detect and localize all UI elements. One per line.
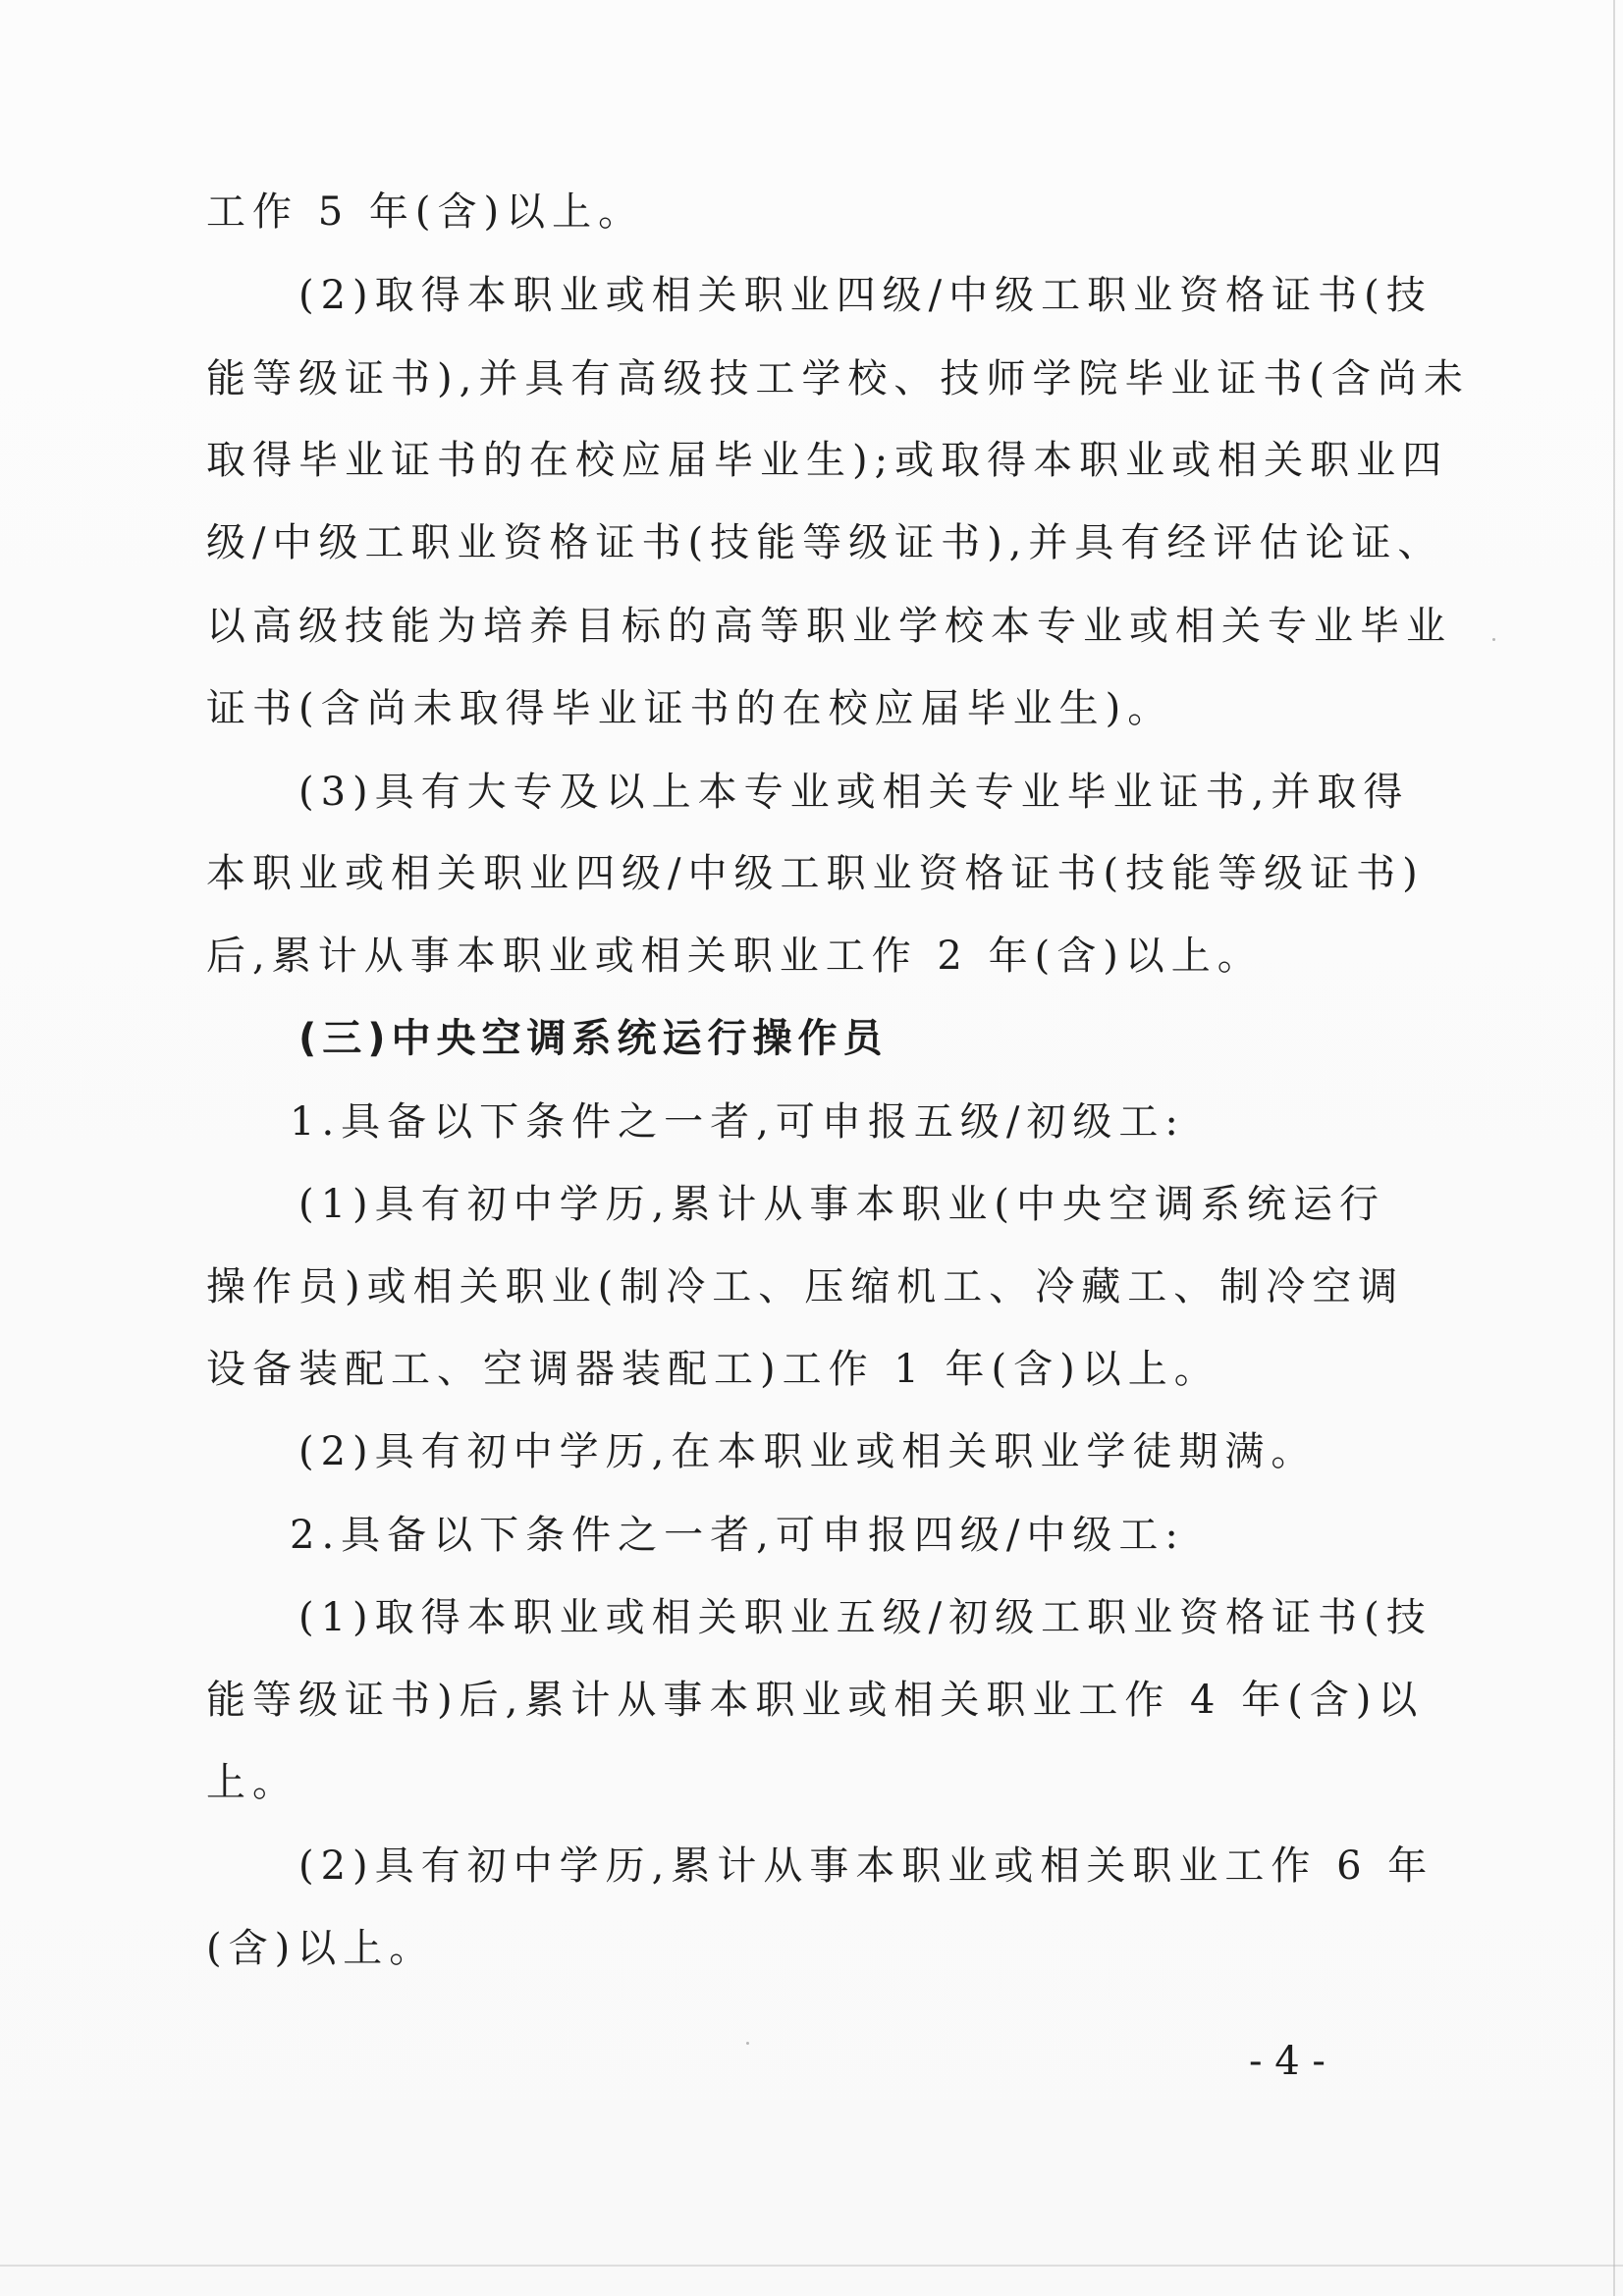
scan-speck [746,2042,749,2045]
text-line-14: 操作员)或相关职业(制冷工、压缩机工、冷藏工、制冷空调 [206,1264,1405,1309]
text-line-4: 取得毕业证书的在校应届毕业生);或取得本职业或相关职业四 [206,438,1449,483]
text-line-12: 1.具备以下条件之一者,可申报五级/初级工: [290,1099,1185,1145]
scan-edge-bottom [0,2265,1623,2267]
text-line-3: 能等级证书),并具有高级技工学校、技师学院毕业证书(含尚未 [206,356,1470,401]
page-number: - 4 - [1249,2039,1325,2084]
text-line-10: 后,累计从事本职业或相关职业工作 2 年(含)以上。 [206,934,1264,979]
text-line-13: (1)具有初中学历,累计从事本职业(中央空调系统运行 [298,1182,1385,1227]
section-heading: (三)中央空调系统运行操作员 [298,1016,889,1061]
text-line-22: (含)以上。 [206,1926,436,1971]
scan-edge-right [1613,0,1615,2296]
text-line-9: 本职业或相关职业四级/中级工职业资格证书(技能等级证书) [206,851,1425,896]
text-line-15: 设备装配工、空调器装配工)工作 1 年(含)以上。 [206,1347,1220,1392]
text-line-18: (1)取得本职业或相关职业五级/初级工职业资格证书(技 [298,1595,1433,1640]
text-line-21: (2)具有初中学历,累计从事本职业或相关职业工作 6 年 [298,1843,1434,1889]
text-line-16: (2)具有初中学历,在本职业或相关职业学徒期满。 [298,1429,1318,1474]
text-line-20: 上。 [206,1760,298,1805]
text-line-17: 2.具备以下条件之一者,可申报四级/中级工: [290,1513,1185,1558]
text-line-1: 工作 5 年(含)以上。 [206,189,645,235]
text-line-19: 能等级证书)后,累计从事本职业或相关职业工作 4 年(含)以 [206,1678,1425,1723]
text-line-8: (3)具有大专及以上本专业或相关专业毕业证书,并取得 [298,770,1410,815]
scan-speck [1492,638,1495,641]
text-line-7: 证书(含尚未取得毕业证书的在校应届毕业生)。 [206,686,1174,731]
text-line-2: (2)取得本职业或相关职业四级/中级工职业资格证书(技 [298,273,1433,318]
text-line-6: 以高级技能为培养目标的高等职业学校本专业或相关专业毕业 [206,604,1452,649]
text-line-5: 级/中级工职业资格证书(技能等级证书),并具有经评估论证、 [206,520,1444,565]
